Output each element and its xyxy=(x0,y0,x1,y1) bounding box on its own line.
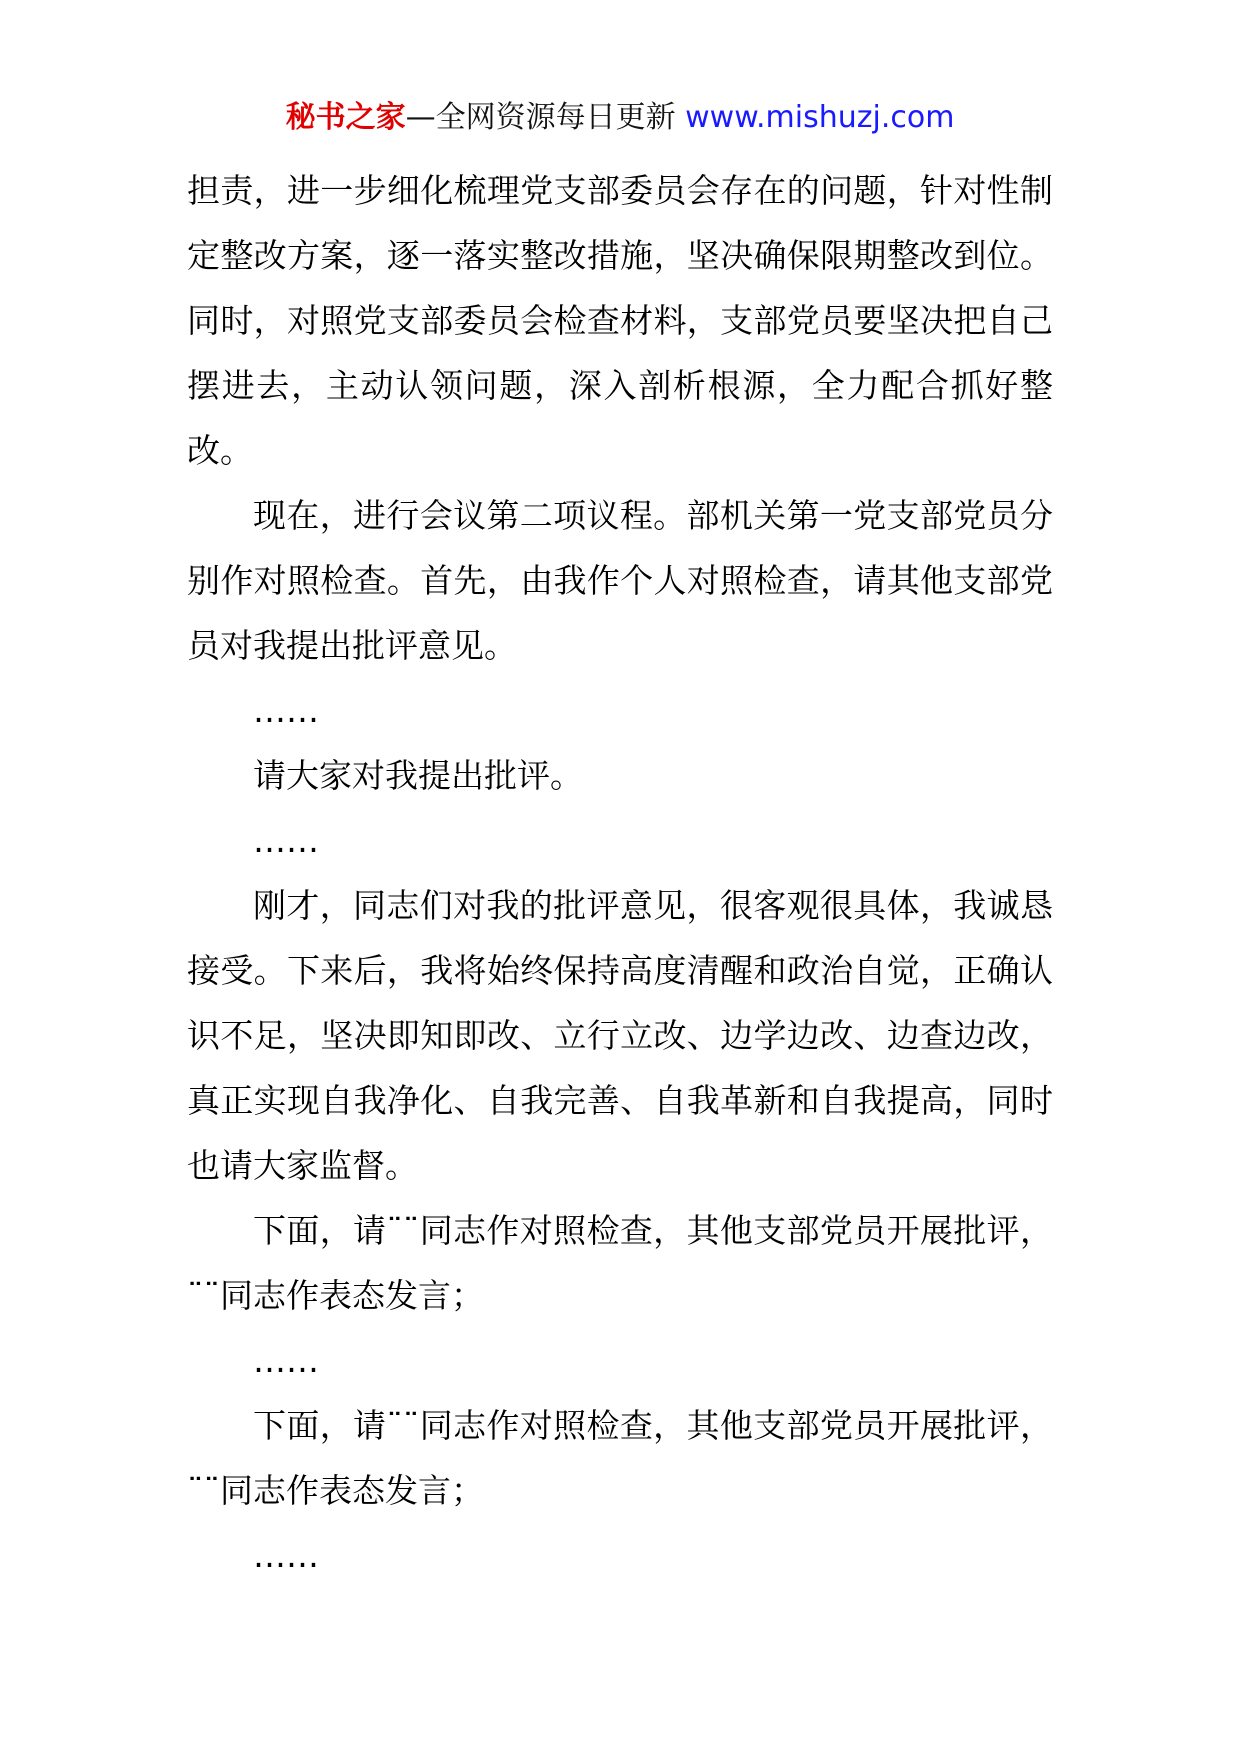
site-brand: 秘书之家 xyxy=(285,100,406,135)
paragraph-next-member: 下面，请¨¨同志作对照检查，其他支部党员开展批评，¨¨同志作表态发言； xyxy=(187,1406,1053,1510)
document-body xyxy=(187,158,1053,1588)
paragraph-ellipsis: …… xyxy=(253,821,319,860)
paragraph-ellipsis: …… xyxy=(253,1536,319,1575)
paragraph-continuation: 担责，进一步细化梳理党支部委员会存在的问题，针对性制定整改方案，逐一落实整改措施，坚决确保限期整改到位。同时，对照党支部委员会检查材料，支部党员要坚决把自己摆进去，主动认领问题，深入剖析根源，全力配合抓好整改。 xyxy=(187,171,1053,470)
site-header xyxy=(0,98,1240,138)
paragraph-ellipsis: …… xyxy=(253,1341,319,1380)
paragraph-ellipsis: …… xyxy=(253,691,319,730)
paragraph-request-criticism: 请大家对我提出批评。 xyxy=(253,756,583,795)
paragraph-next-member: 下面，请¨¨同志作对照检查，其他支部党员开展批评，¨¨同志作表态发言； xyxy=(187,1211,1053,1315)
site-tagline: —全网资源每日更新 xyxy=(405,100,686,135)
site-url-link[interactable]: www.mishuzj.com xyxy=(685,100,955,135)
paragraph-response: 刚才，同志们对我的批评意见，很客观很具体，我诚恳接受。下来后，我将始终保持高度清醒和政治自觉，正确认识不足，坚决即知即改、立行立改、边学边改、边查边改，真正实现自我净化、自我完善、自我革新和自我提高，同时也请大家监督。 xyxy=(187,886,1053,1185)
paragraph-agenda-two: 现在，进行会议第二项议程。部机关第一党支部党员分别作对照检查。首先，由我作个人对照检查，请其他支部党员对我提出批评意见。 xyxy=(187,496,1053,665)
